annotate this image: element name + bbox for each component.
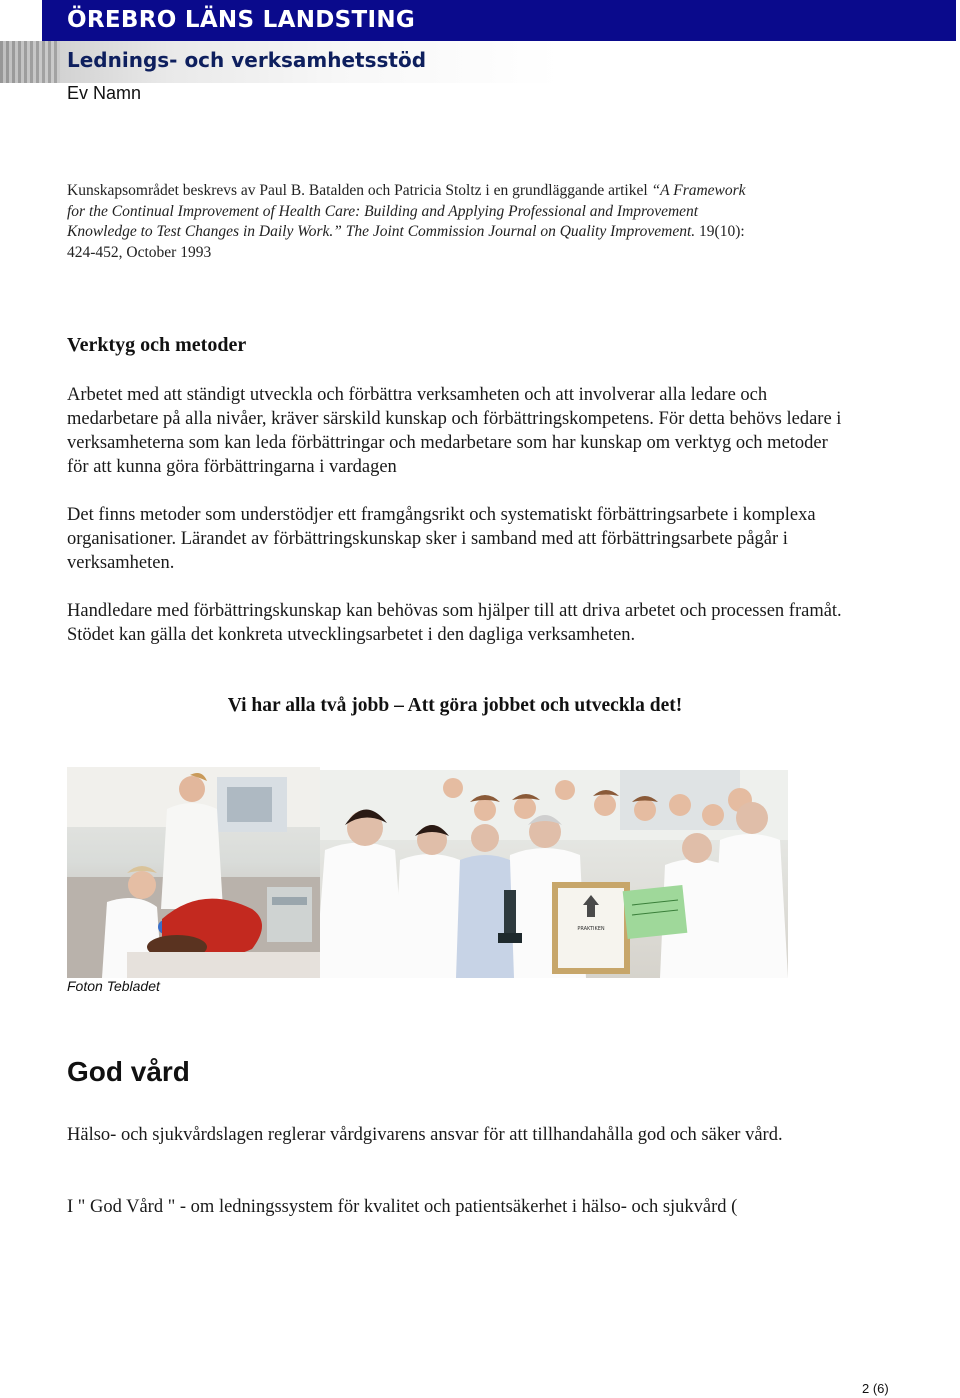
photo-staff-illustration bbox=[320, 770, 788, 978]
photo-staff-group bbox=[320, 770, 788, 978]
body-paragraph: Hälso- och sjukvårdslagen reglerar vårdgivarens ansvar för att tillhandahålla god och säker vård. bbox=[67, 1125, 783, 1145]
reference-title: “A Framework for the Continual Improvement of Health Care: Building and Applying Professional and Improvement Knowledge to Test Changes in Daily Work.” The Joint Commission Journal on Quality Improvement. bbox=[67, 182, 746, 240]
bar-stripes bbox=[0, 41, 60, 83]
department-name: Lednings- och verksamhetsstöd bbox=[67, 48, 427, 72]
good-care-heading: God vård bbox=[67, 1056, 190, 1087]
body-paragraph: Det finns metoder som understödjer ett framgångsrikt och systematiskt förbättringsarbete i komplexa organisationer. Lärandet av förbättringskunskap sker i samband med att förbättringsarbete pågår i verksamheten. bbox=[67, 505, 816, 573]
photo-clinic-illustration bbox=[67, 767, 320, 978]
photo-clinic bbox=[67, 767, 320, 978]
reference-citation: 19(10): 424-452, October 1993 bbox=[67, 223, 745, 261]
author-name: Ev Namn bbox=[67, 83, 142, 103]
body-paragraph: I " God Vård " - om ledningssystem för kvalitet och patientsäkerhet i hälso- och sjukvård ( bbox=[67, 1197, 738, 1217]
body-paragraph: Arbetet med att ständigt utveckla och förbättra verksamheten och att involverar alla ledare och medarbetare på alla nivåer, kräver särskild kunskap och förbättringskompetens. För detta behövs ledare i verksamheterna som kan leda förbättringar och medarbetare som har kunskap om verktyg och metoder för att kunna göra förbättringarna i vardagen bbox=[67, 385, 842, 477]
reference-paragraph bbox=[67, 181, 767, 263]
diploma-text: PRAKTIKEN bbox=[577, 926, 605, 932]
page-number: 2 (6) bbox=[862, 1381, 889, 1396]
slogan: Vi har alla två jobb – Att göra jobbet och utveckla det! bbox=[227, 695, 683, 716]
photo-caption: Foton Tebladet bbox=[67, 978, 160, 994]
reference-intro: Kunskapsområdet beskrevs av Paul B. Batalden och Patricia Stoltz i en grundläggande artikel bbox=[67, 182, 648, 199]
section-heading: Verktyg och metoder bbox=[67, 334, 247, 356]
body-paragraph: Handledare med förbättringskunskap kan behövas som hjälper till att driva arbetet och processen framåt. Stödet kan gälla det konkreta utvecklingsarbetet i den dagliga verksamheten. bbox=[67, 601, 842, 645]
org-name: ÖREBRO LÄNS LANDSTING bbox=[67, 7, 416, 33]
